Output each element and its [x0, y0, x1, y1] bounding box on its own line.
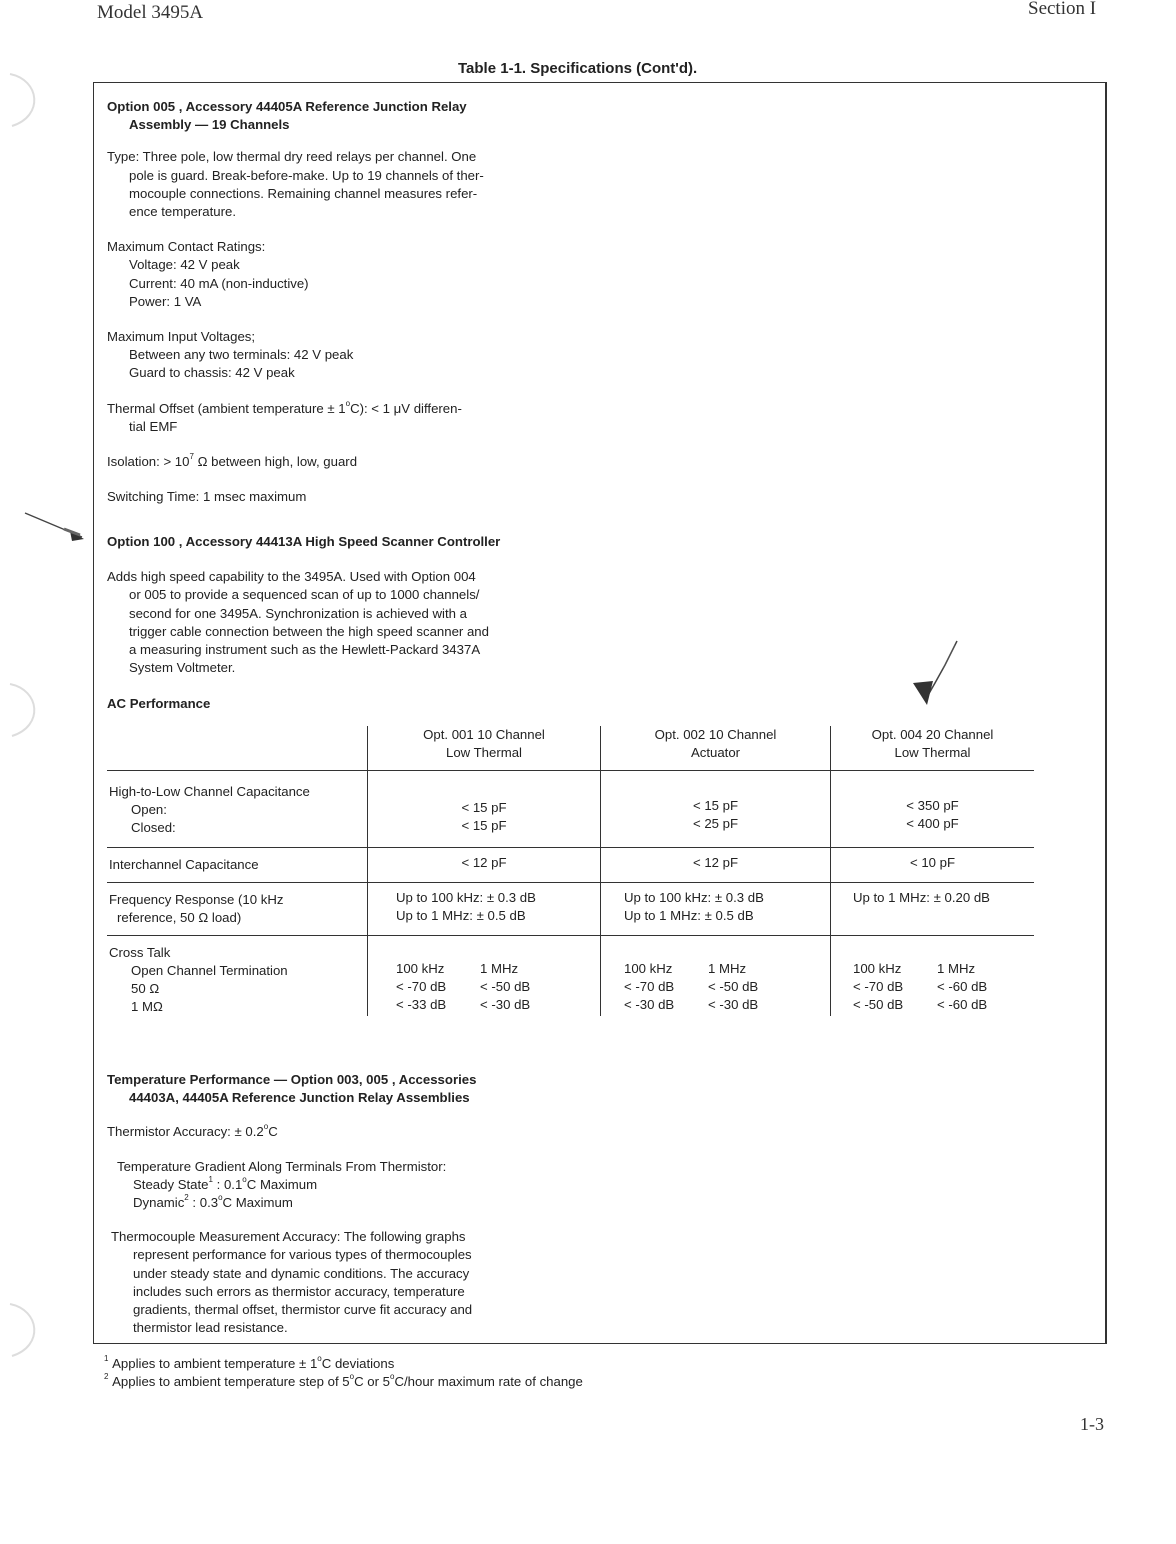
table-row: Cross Talk Open Channel Termination 50 Ω 1 MΩ 100 kHz 1 MHz < -70 dB < -50 dB < -33 dB < -30 dB 100 kHz 1 MHz < -70 dB < -50 dB < -30 dB < -30 dB 100 kHz 1 MHz < -70 dB < -60 dB < -50 dB < -60 dB [107, 936, 1034, 1017]
binder-hole-bottom [0, 1300, 45, 1360]
temperature-performance-title: Temperature Performance — Option 003, 005 , Accessories 44403A, 44405A Reference Junction Relay Assemblies [107, 1072, 477, 1106]
max-input-voltages: Maximum Input Voltages; Between any two terminals: 42 V peak Guard to chassis: 42 V peak [107, 329, 354, 381]
option-005-section [107, 98, 567, 506]
thermal-offset: Thermal Offset (ambient temperature ± $1^oC$): < 1 μV differen- tial EMF [107, 398, 462, 434]
header-model: Model 3495A [97, 2, 204, 23]
max-contact-ratings: Maximum Contact Ratings: Voltage: 42 V peak Current: 40 mA (non-inductive) Power: 1 VA [107, 239, 309, 309]
thermistor-accuracy: Thermistor Accuracy: ± $0.2^oC$ [107, 1122, 278, 1140]
col-opt-002: Opt. 002 10 Channel Actuator [601, 726, 831, 771]
option-005-title: Option 005 , Accessory 44405A Reference Junction Relay Assembly — 19 Channels [107, 99, 467, 133]
table-title: Table 1-1. Specifications (Cont'd). [458, 60, 698, 77]
thermocouple-accuracy: Thermocouple Measurement Accuracy: The following graphs represent performance for various types of thermocouples under steady state and dynamic conditions. The accuracy includes such errors as thermistor accuracy, temperature gradients, thermal offset, thermistor curve fit accuracy and thermistor lead resistance. [111, 1229, 473, 1336]
option-100-section [107, 533, 567, 714]
page-number: 1-3 [1080, 1414, 1104, 1434]
option-100-title: Option 100 , Accessory 44413A High Speed Scanner Controller [107, 534, 501, 549]
binder-hole-top [0, 70, 45, 130]
temperature-gradient: Temperature Gradient Along Terminals From Thermistor: Steady State$^1$ : 0.1$^o$C Maximum Dynamic$^2$ : 0.3$^o$C Maximum [117, 1158, 447, 1211]
col-opt-004: Opt. 004 20 Channel Low Thermal [831, 726, 1035, 771]
ac-performance-table [107, 726, 1031, 1016]
footnote-2: $^2$ Applies to ambient temperature step of 5$^o$C or 5$^o$C/hour maximum rate of change [104, 1372, 583, 1389]
ac-performance-title: AC Performance [107, 696, 211, 712]
table-row: High-to-Low Channel Capacitance Open: Closed: < 15 pF < 15 pF < 15 pF < 25 pF < 350 pF < 400 pF [107, 771, 1034, 848]
temperature-performance-section [107, 1071, 577, 1337]
table-row: Frequency Response (10 kHz reference, 50 Ω load) Up to 100 kHz: ± 0.3 dB Up to 1 MHz: ± 0.5 dB Up to 100 kHz: ± 0.3 dB Up to 1 MHz: ± 0.5 dB Up to 1 MHz: ± 0.20 dB [107, 883, 1034, 936]
option-100-paragraph: Adds high speed capability to the 3495A. Used with Option 004 or 005 to provide a sequenced scan of up to 1000 channels/ second for one 3495A. Synchronization is achieved with a trigger cable connection between the high speed scanner and a measuring instrument such as the Hewlett-Packard 3437A System Voltmeter. [107, 569, 489, 676]
handwritten-arrow-down-icon [905, 637, 965, 712]
type-paragraph: Type: Three pole, low thermal dry reed relays per channel. One pole is guard. Break-before-make. Up to 19 channels of ther- mocouple connections. Remaining channel measures refer- ence temperature. [107, 149, 484, 220]
footnote-1: $^1$ Applies to ambient temperature ± $1^oC$ deviations [104, 1354, 395, 1371]
binder-hole-middle [0, 680, 45, 740]
handwritten-arrow-left-icon [20, 505, 90, 545]
table-header-row [107, 726, 1034, 771]
col-opt-001: Opt. 001 10 Channel Low Thermal [368, 726, 601, 771]
isolation: Isolation: > $10^7$ Ω between high, low, guard [107, 452, 358, 470]
table-row: Interchannel Capacitance < 12 pF < 12 pF < 10 pF [107, 848, 1034, 883]
switching-time: Switching Time: 1 msec maximum [107, 489, 307, 505]
header-section: Section I [1028, 0, 1097, 19]
